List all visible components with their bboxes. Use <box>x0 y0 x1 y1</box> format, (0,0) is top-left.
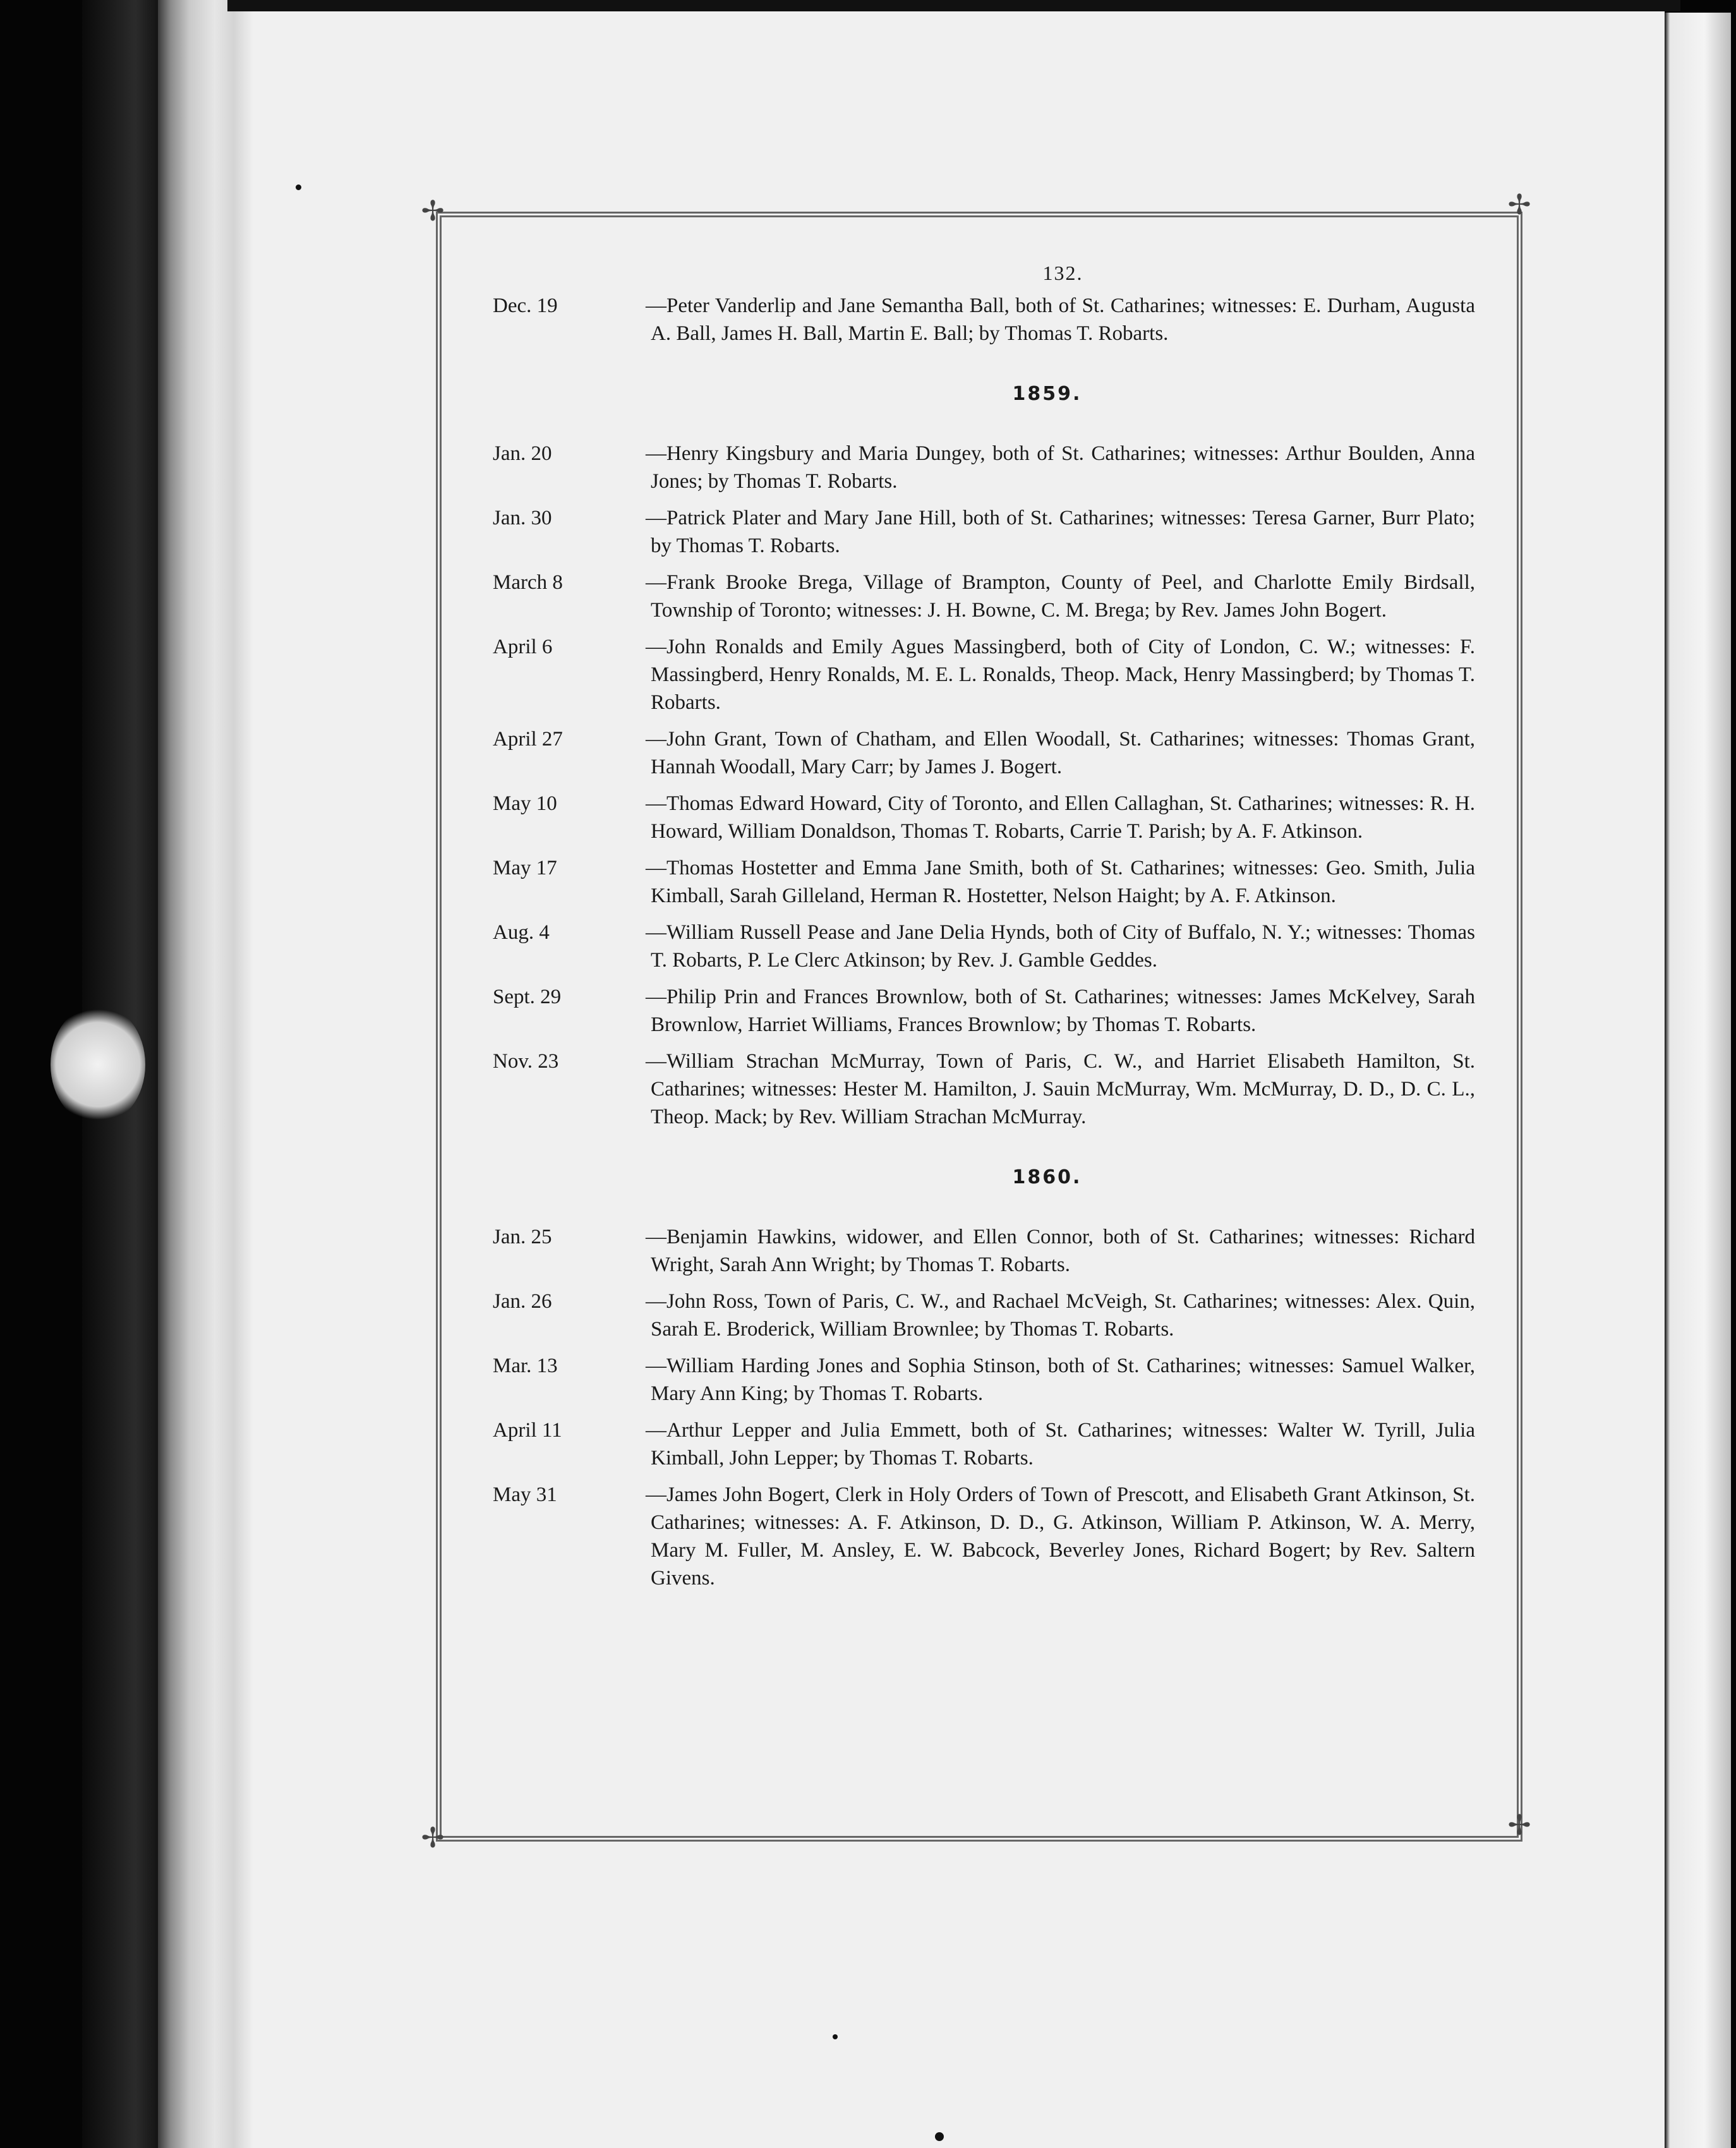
entry-text: —Thomas Edward Howard, City of Toronto, and Ellen Callaghan, St. Catharines; witnesses: R. H. Howard, William Donaldson, Thomas T. Robarts, Carrie T. Parish; by A. F. Atkinson. <box>646 792 1475 843</box>
marriage-entry <box>493 725 1475 781</box>
entry-text: —James John Bogert, Clerk in Holy Orders of Town of Prescott, and Elisabeth Grant Atkinson, St. Catharines; witnesses: A. F. Atkinson, D. D., G. Atkinson, William P. Atkinson, W. A. Merry, Mary M. Fuller, M. Ansley, E. W. Babcock, Beverley Jones, Richard Bogert; by Rev. Saltern Givens. <box>646 1483 1475 1590</box>
register-section <box>493 1164 1475 1592</box>
corner-ornament-icon: ✢ <box>421 195 445 227</box>
entry-date: Mar. 13 <box>493 1355 558 1377</box>
entry-date: Nov. 23 <box>493 1050 559 1073</box>
entry-text: —Henry Kingsbury and Maria Dungey, both of St. Catharines; witnesses: Arthur Boulden, Anna Jones; by Thomas T. Robarts. <box>646 442 1475 493</box>
marriage-entry <box>493 292 1475 347</box>
entry-date: April 11 <box>493 1419 562 1442</box>
entry-date: Jan. 25 <box>493 1226 552 1248</box>
dust-speck <box>935 2132 944 2141</box>
marriage-entry <box>493 919 1475 974</box>
entry-text: —William Harding Jones and Sophia Stinson, both of St. Catharines; witnesses: Samuel Walker, Mary Ann King; by Thomas T. Robarts. <box>646 1355 1475 1405</box>
marriage-entry <box>493 1047 1475 1131</box>
marriage-entry <box>493 1223 1475 1279</box>
dust-speck <box>296 184 301 190</box>
entry-date: May 10 <box>493 792 557 815</box>
entry-date: April 6 <box>493 636 553 658</box>
corner-ornament-icon: ✢ <box>1507 189 1531 221</box>
entry-text: —Arthur Lepper and Julia Emmett, both of St. Catharines; witnesses: Walter W. Tyrill, Julia Kimball, John Lepper; by Thomas T. Robarts. <box>646 1419 1475 1469</box>
marriage-entry <box>493 440 1475 495</box>
entry-text: —William Russell Pease and Jane Delia Hynds, both of City of Buffalo, N. Y.; witnesses: Thomas T. Robarts, P. Le Clerc Atkinson; by Rev. J. Gamble Geddes. <box>646 921 1475 972</box>
entry-text: —John Ross, Town of Paris, C. W., and Rachael McVeigh, St. Catharines; witnesses: Alex. Quin, Sarah E. Broderick, William Brownlee; by Thomas T. Robarts. <box>646 1290 1475 1341</box>
entry-date: Sept. 29 <box>493 986 562 1008</box>
marriage-entry <box>493 790 1475 845</box>
entry-date: March 8 <box>493 571 563 594</box>
entry-text: —Thomas Hostetter and Emma Jane Smith, both of St. Catharines; witnesses: Geo. Smith, Julia Kimball, Sarah Gilleland, Herman R. Hostetter, Nelson Haight; by A. F. Atkinson. <box>646 857 1475 907</box>
entry-date: Jan. 30 <box>493 507 552 529</box>
year-heading: 1859. <box>1012 383 1082 405</box>
corner-ornament-icon: ✢ <box>1507 1809 1531 1842</box>
register-content <box>493 259 1475 1601</box>
entry-text: —John Grant, Town of Chatham, and Ellen Woodall, St. Catharines; witnesses: Thomas Grant, Hannah Woodall, Mary Carr; by James J. Bogert. <box>646 728 1475 778</box>
entry-date: Jan. 20 <box>493 442 552 465</box>
year-heading: 1860. <box>1012 1166 1082 1188</box>
top-shadow <box>227 0 1680 11</box>
marriage-entry <box>493 1288 1475 1343</box>
marriage-entry <box>493 1416 1475 1472</box>
page-number: 132. <box>1042 262 1083 284</box>
entry-date: May 17 <box>493 857 557 879</box>
entry-date: May 31 <box>493 1483 557 1506</box>
register-section <box>493 292 1475 347</box>
marriage-entry <box>493 854 1475 910</box>
entry-text: —Benjamin Hawkins, widower, and Ellen Connor, both of St. Catharines; witnesses: Richard Wright, Sarah Ann Wright; by Thomas T. Robarts. <box>646 1226 1475 1276</box>
facing-page-edge <box>1665 13 1731 2148</box>
entry-text: —Peter Vanderlip and Jane Semantha Ball, both of St. Catharines; witnesses: E. Durham, Augusta A. Ball, James H. Ball, Martin E. Ball; by Thomas T. Robarts. <box>646 294 1475 345</box>
entry-text: —Frank Brooke Brega, Village of Brampton, County of Peel, and Charlotte Emily Birdsall, Township of Toronto; witnesses: J. H. Bowne, C. M. Brega; by Rev. James John Bogert. <box>646 571 1475 622</box>
marriage-entry <box>493 633 1475 716</box>
marriage-entry <box>493 983 1475 1039</box>
entry-text: —William Strachan McMurray, Town of Paris, C. W., and Harriet Elisabeth Hamilton, St. Catharines; witnesses: Hester M. Hamilton, J. Sauin McMurray, Wm. McMurray, D. D., D. C. L., Theop. Mack; by Rev. William Strachan McMurray. <box>646 1050 1475 1128</box>
entry-date: Dec. 19 <box>493 294 558 317</box>
entry-date: Jan. 26 <box>493 1290 552 1313</box>
entry-text: —Patrick Plater and Mary Jane Hill, both of St. Catharines; witnesses: Teresa Garner, Burr Plato; by Thomas T. Robarts. <box>646 507 1475 557</box>
dust-speck <box>833 2034 838 2039</box>
marriage-entry <box>493 569 1475 624</box>
marriage-entry <box>493 504 1475 560</box>
corner-ornament-icon: ✢ <box>421 1822 445 1854</box>
entry-date: Aug. 4 <box>493 921 550 944</box>
marriage-entry <box>493 1481 1475 1592</box>
register-section <box>493 380 1475 1131</box>
entry-date: April 27 <box>493 728 563 751</box>
marriage-entry <box>493 1352 1475 1408</box>
entry-text: —Philip Prin and Frances Brownlow, both of St. Catharines; witnesses: James McKelvey, Sarah Brownlow, Harriet Williams, Frances Brownlow; by Thomas T. Robarts. <box>646 986 1475 1036</box>
entry-text: —John Ronalds and Emily Agues Massingberd, both of City of London, C. W.; witnesses: F. Massingberd, Henry Ronalds, M. E. L. Ronalds, Theop. Mack, Henry Massingberd; by Thomas T. Robarts. <box>646 636 1475 714</box>
register-sections <box>493 292 1475 1592</box>
paper-stain <box>51 1005 145 1125</box>
